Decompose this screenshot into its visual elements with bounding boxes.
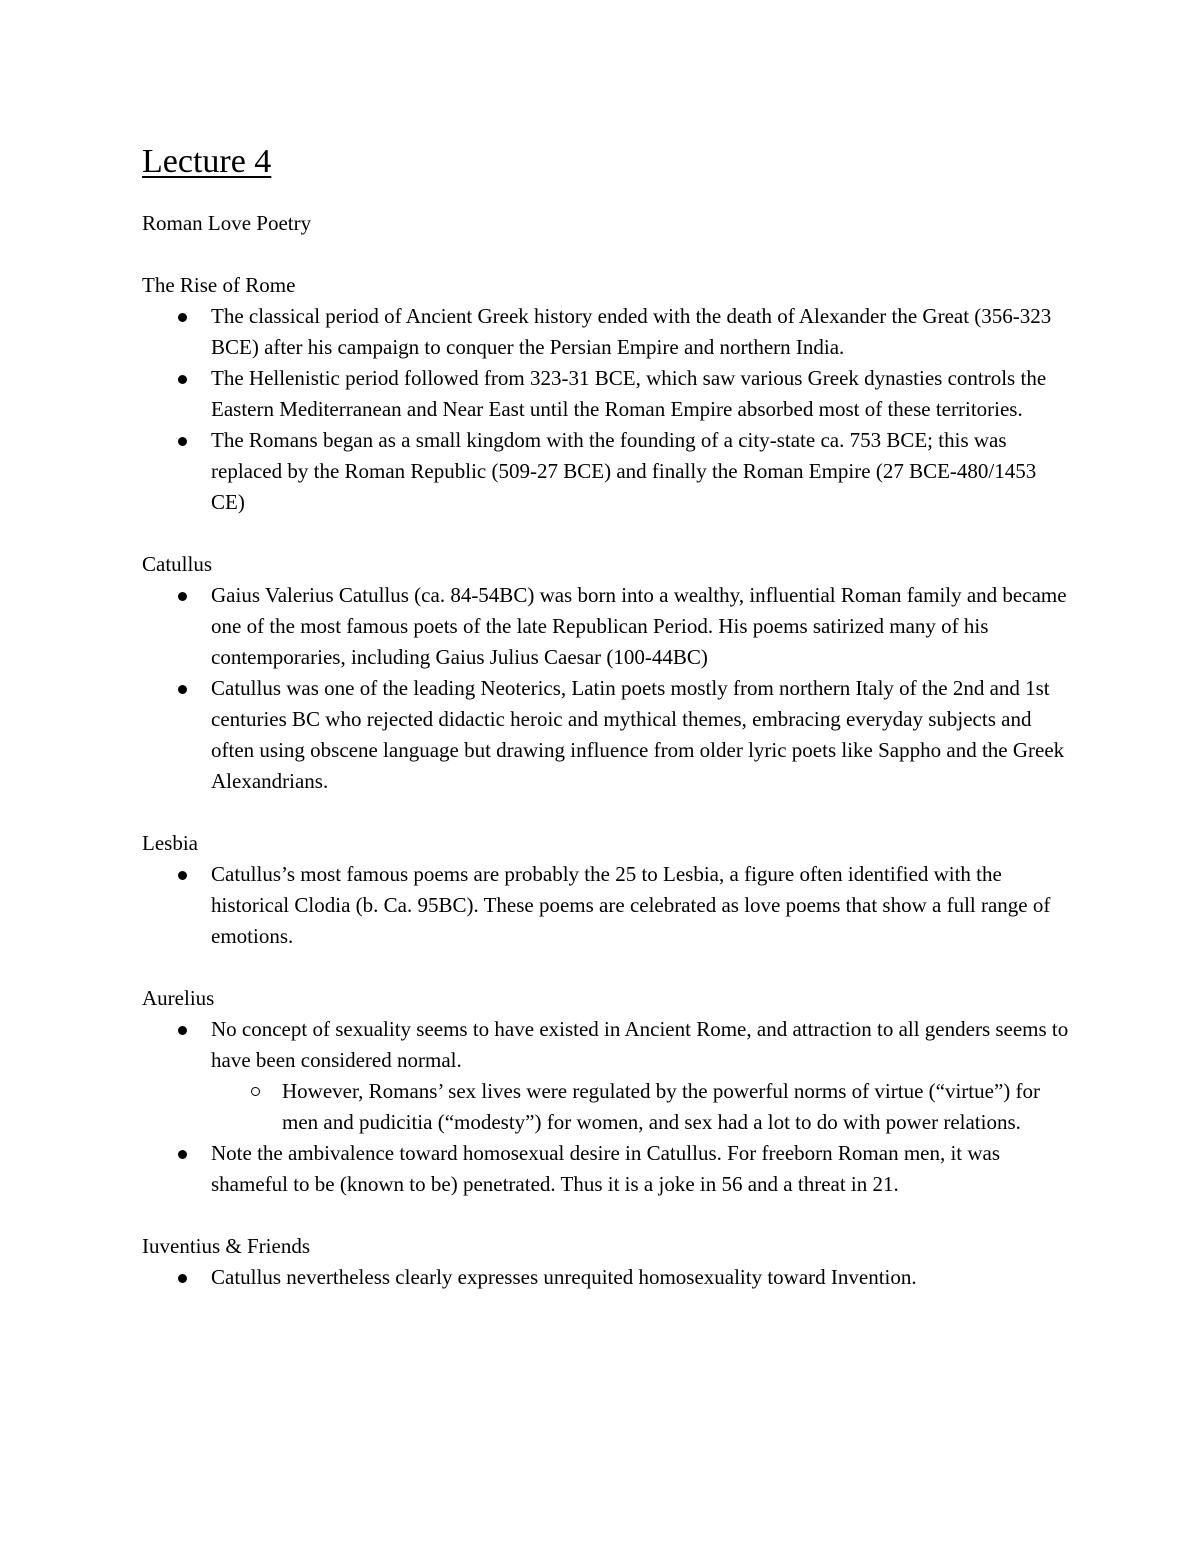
section-iuventius-friends — [142, 1231, 1072, 1293]
section-heading: Iuventius & Friends — [142, 1234, 310, 1258]
sub-bullet-item — [211, 1076, 1072, 1138]
bullet-dot-icon — [178, 437, 187, 446]
hollow-circle-icon — [251, 1087, 260, 1096]
section-heading: Catullus — [142, 552, 213, 576]
bullet-item — [142, 580, 1072, 673]
bullet-dot-icon — [178, 375, 187, 384]
bullet-dot-icon — [178, 871, 187, 880]
bullet-dot-icon — [178, 685, 187, 694]
bullet-dot-icon — [178, 592, 187, 601]
bullet-item — [142, 363, 1072, 425]
bullet-item — [142, 859, 1072, 952]
bullet-list — [142, 859, 1072, 952]
bullet-item — [142, 1014, 1072, 1138]
bullet-list — [142, 301, 1072, 518]
section-heading: Lesbia — [142, 831, 198, 855]
bullet-list — [142, 1014, 1072, 1200]
sub-bullet-list — [211, 1076, 1072, 1138]
bullet-item — [142, 1262, 1072, 1293]
sub-bullet-text: However, Romans’ sex lives were regulated by the powerful norms of virtue (“virtue”) for men and pudicitia (“modesty”) for women, and sex had a lot to do with power relations. — [282, 1079, 1041, 1134]
bullet-item — [142, 425, 1072, 518]
section-heading: Aurelius — [142, 986, 215, 1010]
bullet-item — [142, 301, 1072, 363]
bullet-text: The Hellenistic period followed from 323-31 BCE, which saw various Greek dynasties controls the Eastern Mediterranean and Near East until the Roman Empire absorbed most of these territories. — [211, 366, 1047, 421]
section-aurelius — [142, 983, 1072, 1200]
bullet-dot-icon — [178, 1274, 187, 1283]
bullet-dot-icon — [178, 1026, 187, 1035]
bullet-list — [142, 1262, 1072, 1293]
bullet-item — [142, 1138, 1072, 1200]
bullet-text: Gaius Valerius Catullus (ca. 84-54BC) was born into a wealthy, influential Roman family and became one of the most famous poets of the late Republican Period. His poems satirized many of his contemporaries, including Gaius Julius Caesar (100-44BC) — [211, 583, 1067, 669]
section-lesbia — [142, 828, 1072, 952]
bullet-text: No concept of sexuality seems to have existed in Ancient Rome, and attraction to all genders seems to have been considered normal. — [211, 1017, 1069, 1072]
page-subtitle: Roman Love Poetry — [142, 211, 312, 235]
section-heading: The Rise of Rome — [142, 273, 296, 297]
bullet-text: Catullus’s most famous poems are probably the 25 to Lesbia, a figure often identified with the historical Clodia (b. Ca. 95BC). These poems are celebrated as love poems that show a full range of emotions. — [211, 862, 1051, 948]
bullet-list — [142, 580, 1072, 797]
bullet-dot-icon — [178, 313, 187, 322]
bullet-text: Catullus was one of the leading Neoterics, Latin poets mostly from northern Italy of the 2nd and 1st centuries BC who rejected didactic heroic and mythical themes, embracing everyday subjects and often using obscene language but drawing influence from older lyric poets like Sappho and the Greek Alexandrians. — [211, 676, 1065, 793]
bullet-item — [142, 673, 1072, 797]
bullet-text: The classical period of Ancient Greek history ended with the death of Alexander the Great (356-323 BCE) after his campaign to conquer the Persian Empire and northern India. — [211, 304, 1052, 359]
bullet-text: The Romans began as a small kingdom with the founding of a city-state ca. 753 BCE; this was replaced by the Roman Republic (509-27 BCE) and finally the Roman Empire (27 BCE-480/1453 CE) — [211, 428, 1037, 514]
bullet-dot-icon — [178, 1150, 187, 1159]
bullet-text: Note the ambivalence toward homosexual desire in Catullus. For freeborn Roman men, it was shameful to be (known to be) penetrated. Thus it is a joke in 56 and a threat in 21. — [211, 1141, 1001, 1196]
section-rise-of-rome — [142, 270, 1072, 518]
bullet-text: Catullus nevertheless clearly expresses unrequited homosexuality toward Invention. — [211, 1265, 917, 1289]
document-page — [142, 140, 1072, 1324]
section-catullus — [142, 549, 1072, 797]
page-title: Lecture 4 — [142, 143, 272, 180]
